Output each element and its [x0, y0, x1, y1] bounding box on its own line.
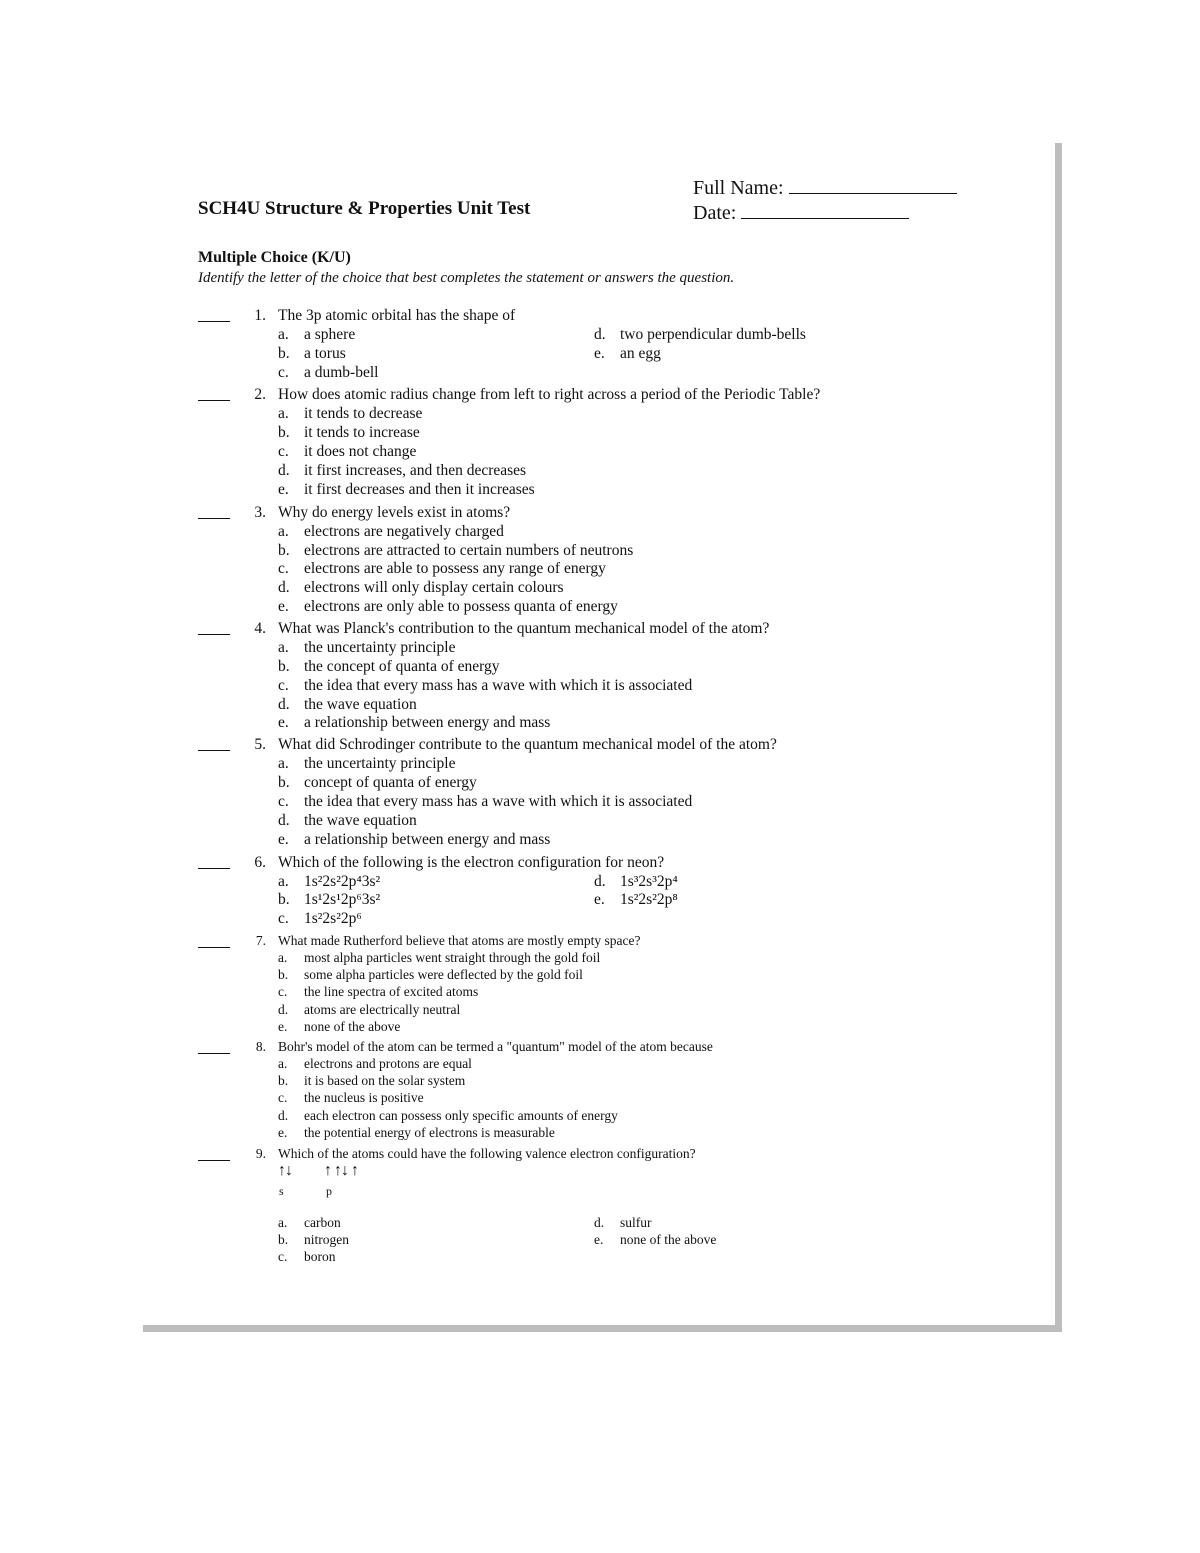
option-c: c. it does not change [278, 443, 417, 460]
option-a: a. carbon [278, 1215, 341, 1230]
option-a: a. 1s²2s²2p⁴3s² [278, 873, 381, 890]
option-e: e. electrons are only able to possess quanta of energy [278, 598, 618, 615]
option-d: d. the wave equation [278, 812, 417, 829]
option-e: e. a relationship between energy and mass [278, 714, 551, 731]
option-a: a. electrons and protons are equal [278, 1056, 472, 1071]
question-stem: Which of the following is the electron configuration for neon? [278, 854, 665, 871]
answer-blank[interactable] [198, 1053, 230, 1054]
option-e: e. none of the above [278, 1019, 401, 1034]
option-d: d. sulfur [594, 1215, 652, 1230]
option-a: a. most alpha particles went straight through the gold foil [278, 950, 601, 965]
option-c: c. the idea that every mass has a wave with which it is associated [278, 793, 693, 810]
question-stem: What made Rutherford believe that atoms are mostly empty space? [278, 933, 641, 948]
s-orbital-arrows: ↑↓ [278, 1162, 292, 1179]
option-b: b. it is based on the solar system [278, 1073, 466, 1088]
question-number: 4. [254, 620, 266, 637]
page-shadow-bottom [143, 1325, 1062, 1332]
question-number: 3. [254, 504, 266, 521]
section-title: Multiple Choice (K/U) [198, 249, 351, 266]
student-fields [693, 176, 957, 226]
option-a: a. a sphere [278, 326, 356, 343]
date-blank[interactable] [741, 202, 909, 219]
question-stem: How does atomic radius change from left to right across a period of the Periodic Table? [278, 386, 821, 403]
option-e: e. the potential energy of electrons is measurable [278, 1125, 555, 1140]
answer-blank[interactable] [198, 321, 230, 322]
page-title: SCH4U Structure & Properties Unit Test [198, 198, 531, 219]
option-a: a. the uncertainty principle [278, 639, 456, 656]
page-shadow-right [1055, 143, 1062, 1331]
option-d: d. 1s³2s³2p⁴ [594, 873, 678, 890]
option-b: b. 1s¹2s¹2p⁶3s² [278, 891, 381, 908]
option-a: a. electrons are negatively charged [278, 523, 504, 540]
full-name-label: Full Name: [693, 177, 784, 199]
answer-blank[interactable] [198, 868, 230, 869]
question-number: 8. [255, 1039, 266, 1054]
option-d: d. the wave equation [278, 696, 417, 713]
option-b: b. some alpha particles were deflected by the gold foil [278, 967, 583, 982]
answer-blank[interactable] [198, 518, 230, 519]
p-orbital-arrows: ↑ ↑↓ ↑ [324, 1162, 358, 1179]
answer-blank[interactable] [198, 947, 230, 948]
section-instructions: Identify the letter of the choice that best completes the statement or answers the question. [198, 270, 735, 286]
option-c: c. electrons are able to possess any range of energy [278, 560, 606, 577]
option-d: d. electrons will only display certain colours [278, 579, 564, 596]
full-name-blank[interactable] [789, 177, 957, 194]
answer-blank[interactable] [198, 634, 230, 635]
question-number: 2. [254, 386, 266, 403]
date-label: Date: [693, 202, 737, 224]
s-orbital-label: s [279, 1184, 284, 1198]
option-c: c. the nucleus is positive [278, 1090, 424, 1105]
question-number: 5. [254, 736, 266, 753]
option-d: d. atoms are electrically neutral [278, 1002, 461, 1017]
answer-blank[interactable] [198, 750, 230, 751]
option-d: d. two perpendicular dumb-bells [594, 326, 806, 343]
option-b: b. concept of quanta of energy [278, 774, 477, 791]
option-a: a. the uncertainty principle [278, 755, 456, 772]
question-stem: What was Planck's contribution to the quantum mechanical model of the atom? [278, 620, 770, 637]
question-stem: Which of the atoms could have the following valence electron configuration? [278, 1146, 696, 1161]
option-b: b. electrons are attracted to certain numbers of neutrons [278, 542, 634, 559]
option-c: c. the idea that every mass has a wave with which it is associated [278, 677, 693, 694]
question-stem: What did Schrodinger contribute to the quantum mechanical model of the atom? [278, 736, 777, 753]
option-e: e. 1s²2s²2p⁸ [594, 891, 678, 908]
option-c: c. a dumb-bell [278, 364, 379, 381]
option-b: b. the concept of quanta of energy [278, 658, 500, 675]
question-stem: Bohr's model of the atom can be termed a "quantum" model of the atom because [278, 1039, 713, 1054]
answer-blank[interactable] [198, 1160, 230, 1161]
option-e: e. a relationship between energy and mass [278, 831, 551, 848]
option-d: d. each electron can possess only specific amounts of energy [278, 1108, 618, 1123]
option-b: b. it tends to increase [278, 424, 420, 441]
option-c: c. 1s²2s²2p⁶ [278, 910, 362, 927]
answer-blank[interactable] [198, 400, 230, 401]
question-stem: Why do energy levels exist in atoms? [278, 504, 511, 521]
question-number: 6. [254, 854, 266, 871]
option-a: a. it tends to decrease [278, 405, 423, 422]
option-d: d. it first increases, and then decreases [278, 462, 527, 479]
option-c: c. boron [278, 1249, 336, 1264]
question-number: 9. [255, 1146, 266, 1161]
option-e: e. it first decreases and then it increases [278, 481, 535, 498]
option-c: c. the line spectra of excited atoms [278, 984, 479, 999]
question-number: 1. [254, 307, 266, 324]
option-e: e. an egg [594, 345, 661, 362]
p-orbital-label: p [326, 1184, 332, 1198]
option-b: b. a torus [278, 345, 346, 362]
option-e: e. none of the above [594, 1232, 717, 1247]
option-b: b. nitrogen [278, 1232, 349, 1247]
question-number: 7. [255, 933, 266, 948]
question-stem: The 3p atomic orbital has the shape of [278, 307, 516, 324]
